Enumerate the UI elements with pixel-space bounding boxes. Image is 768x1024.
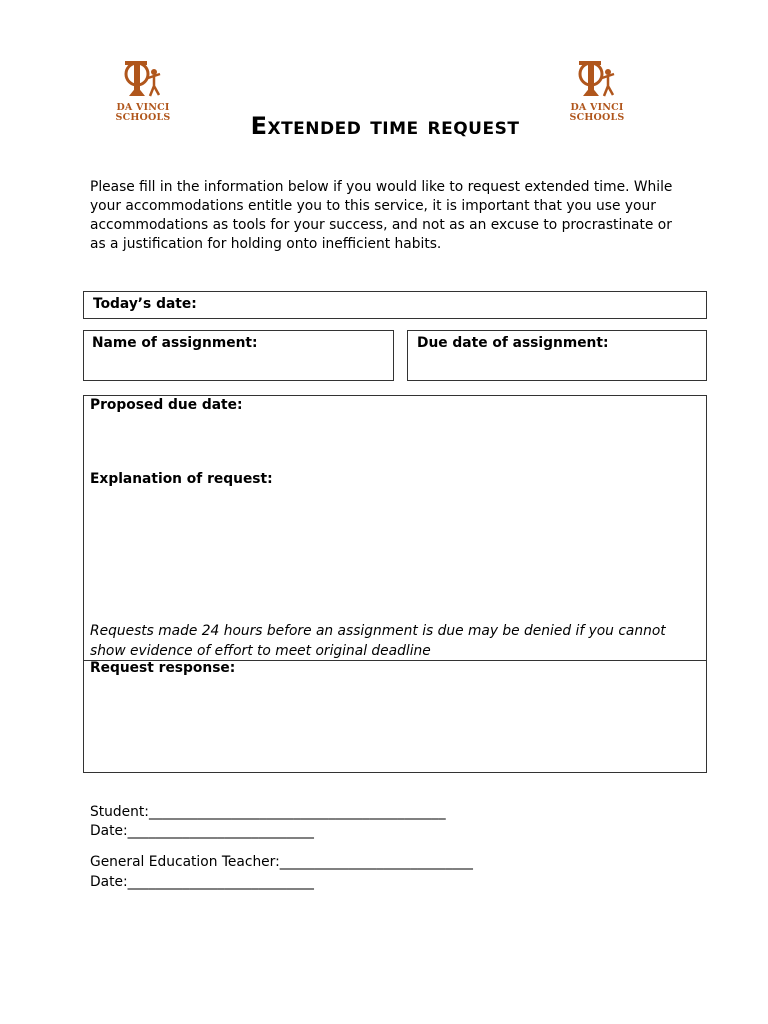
logo-text-line2: SCHOOLS xyxy=(569,112,625,123)
todays-date-field[interactable] xyxy=(83,291,707,319)
deadline-note: Requests made 24 hours before an assignment is due may be denied if you cannot show evidence of effort to meet original deadline xyxy=(90,623,666,659)
assignment-name-label: Name of assignment: xyxy=(92,335,258,351)
teacher-signature-line[interactable]: General Education Teacher:____________________________ xyxy=(90,854,473,870)
assignment-due-date-field[interactable] xyxy=(407,330,707,381)
vitruvian-logo-icon xyxy=(575,58,619,102)
vitruvian-logo-icon xyxy=(121,58,165,102)
logo-text-line2: SCHOOLS xyxy=(115,112,171,123)
logo-text-line1: DA VINCI xyxy=(570,102,624,113)
intro-paragraph: Please fill in the information below if you would like to request extended time. While your accommodations entitle you to this service, it is important that you use your accommodations as tools for your success, and not as an excuse to procrastinate or as a justification for holding onto inefficient habits. xyxy=(90,179,673,252)
page-title-wrapper xyxy=(0,112,768,140)
todays-date-label: Today’s date: xyxy=(93,296,197,312)
explanation-label: Explanation of request: xyxy=(90,471,273,487)
student-signature-line[interactable]: Student:___________________________________________ xyxy=(90,804,446,820)
logo-text-line1: DA VINCI xyxy=(116,102,170,113)
proposed-due-date-label: Proposed due date: xyxy=(90,397,243,413)
assignment-due-date-label: Due date of assignment: xyxy=(417,335,609,351)
request-response-label: Request response: xyxy=(90,660,236,676)
teacher-date-line[interactable]: Date:___________________________ xyxy=(90,874,314,890)
request-response-section[interactable] xyxy=(83,660,707,773)
assignment-name-field[interactable] xyxy=(83,330,394,381)
page-title: Extended time request xyxy=(250,112,520,140)
student-date-line[interactable]: Date:___________________________ xyxy=(90,823,314,839)
